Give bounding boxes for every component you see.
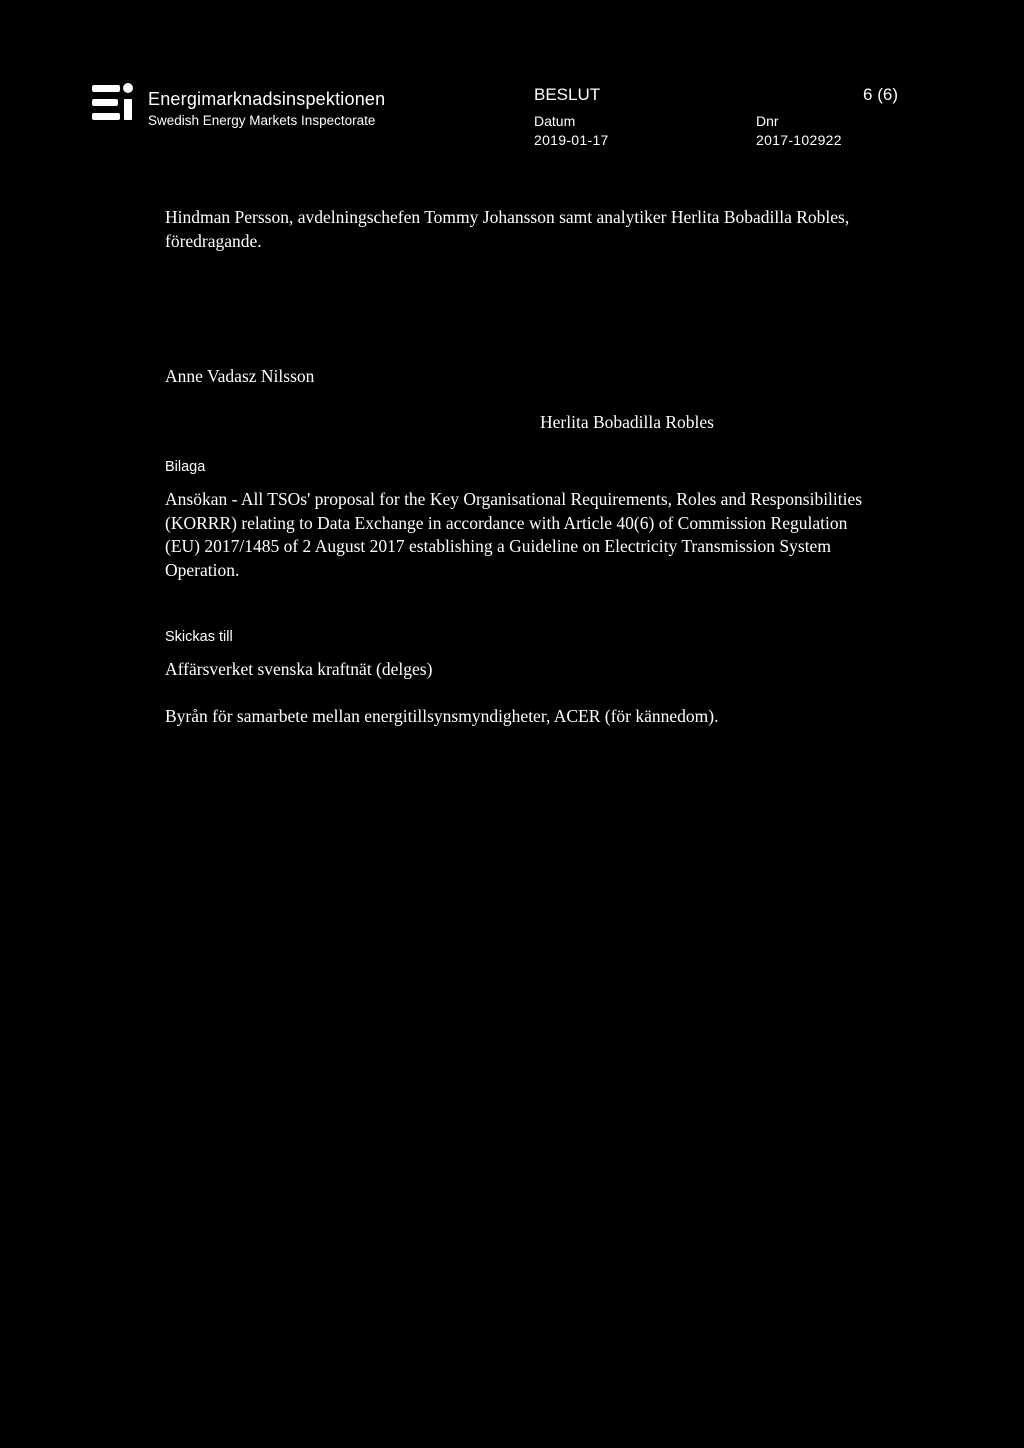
- ei-logo: [92, 82, 136, 126]
- org-name: Energimarknadsinspektionen: [148, 89, 386, 109]
- logo-bar-top: [92, 85, 120, 92]
- recipient-item: Affärsverket svenska kraftnät (delges): [165, 659, 433, 679]
- datum-value: 2019-01-17: [534, 132, 609, 148]
- org-name-english: Swedish Energy Markets Inspectorate: [148, 113, 376, 128]
- dnr-value: 2017-102922: [756, 132, 842, 148]
- participants-paragraph: Hindman Persson, avdelningschefen Tommy Johansson samt analytiker Herlita Bobadilla Robles, föredragande.: [165, 207, 850, 251]
- bilaga-heading: Bilaga: [165, 459, 206, 475]
- logo-dot: [123, 83, 133, 93]
- document-type: BESLUT: [534, 85, 601, 104]
- logo-stem: [124, 99, 132, 120]
- signatory-1: Anne Vadasz Nilsson: [165, 366, 315, 386]
- skickas-till-heading: Skickas till: [165, 629, 233, 645]
- signatory-2: Herlita Bobadilla Robles: [540, 412, 714, 432]
- dnr-label: Dnr: [756, 113, 779, 129]
- logo-bar-middle: [92, 99, 118, 106]
- page-number: 6 (6): [863, 85, 898, 104]
- datum-label: Datum: [534, 113, 576, 129]
- recipient-item: Byrån för samarbete mellan energitillsynsmyndigheter, ACER (för kännedom).: [165, 706, 719, 726]
- bilaga-paragraph: Ansökan - All TSOs' proposal for the Key Organisational Requirements, Roles and Responsibilities (KORRR) relating to Data Exchange in accordance with Article 40(6) of Commission Regulation (EU) 2017/1485 of 2 August 2017 establishing a Guideline on Electricity Transmission System Operation.: [165, 489, 863, 580]
- logo-bar-bottom: [92, 113, 120, 120]
